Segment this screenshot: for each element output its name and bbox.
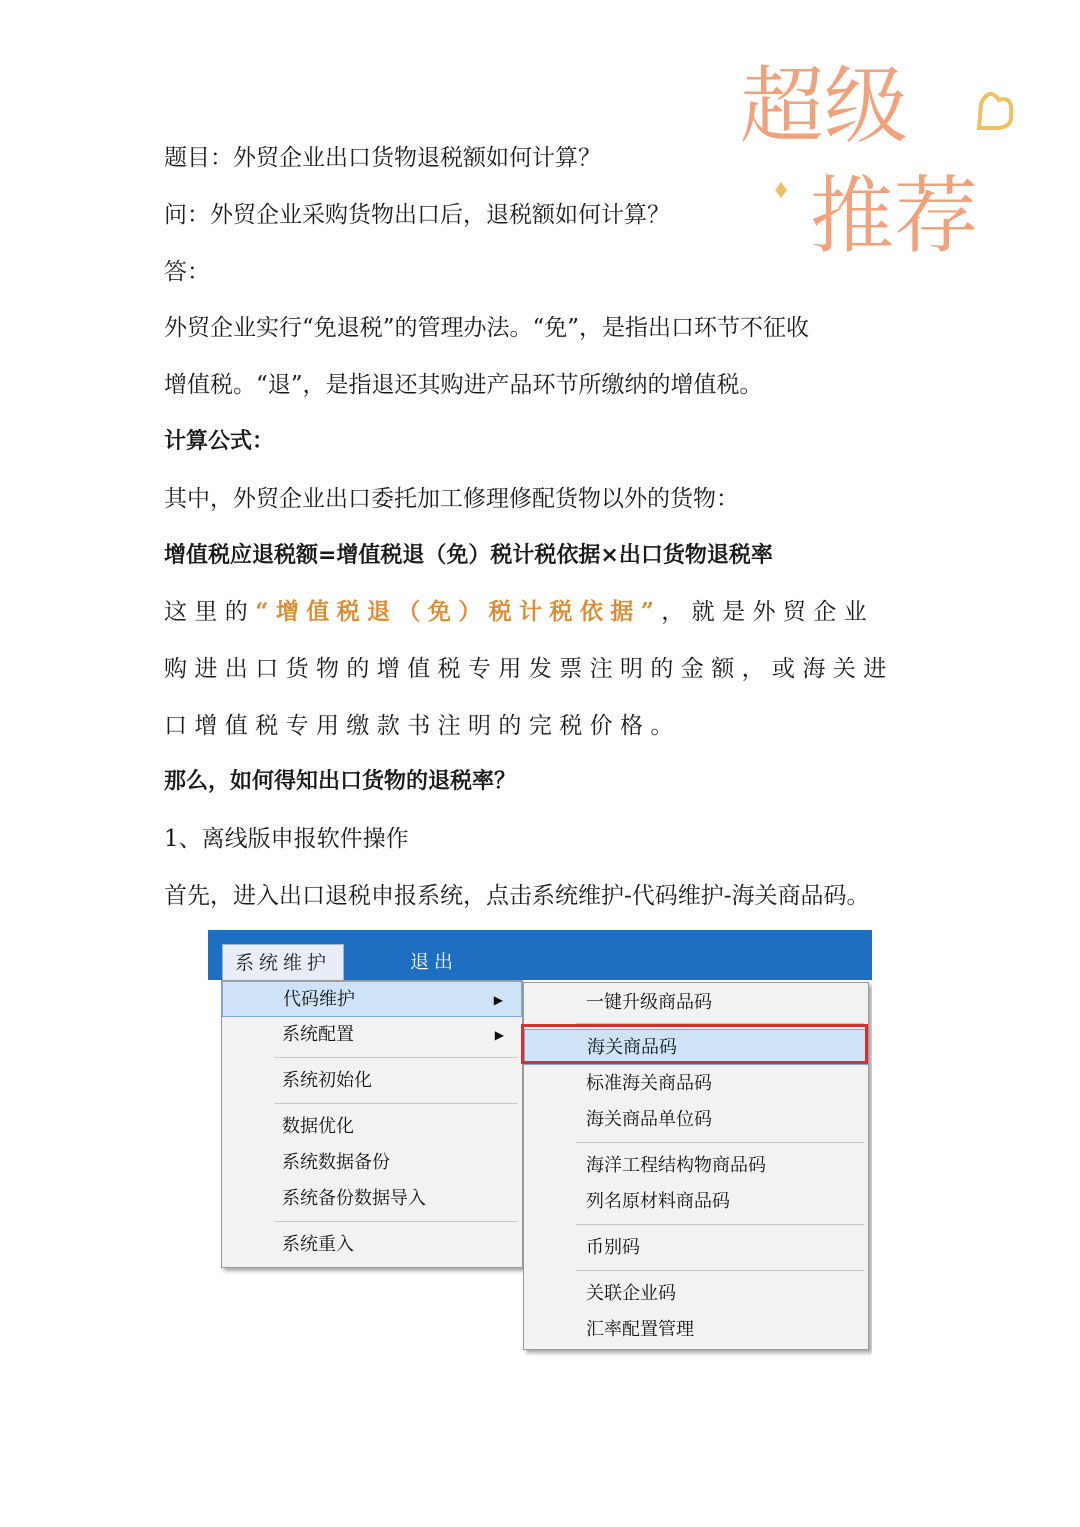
menu-separator [576,1270,864,1271]
menu-item-backup-import[interactable]: 系统备份数据导入 [282,1188,426,1209]
menu-item-data-optimize[interactable]: 数据优化 [282,1116,354,1137]
menu-exit[interactable]: 退出 [410,951,459,973]
question: 问：外贸企业采购货物出口后，退税额如何计算？ [164,202,670,228]
explanation-line-1 [164,597,874,627]
explanation-prefix: 这里的 [164,599,256,625]
submenu-arrow-icon: ▶ [494,1028,504,1042]
menu-item-label: 系统配置 [282,1024,354,1045]
submenu-arrow-icon: ▶ [493,993,503,1007]
question-title: 题目：外贸企业出口货物退税额如何计算？ [164,145,601,171]
menu-item-system-init[interactable]: 系统初始化 [282,1070,372,1091]
menu-separator [274,1103,518,1104]
menu-item-customs-code[interactable]: 海关商品码 [524,1029,868,1065]
step-1-heading: 1、离线版申报软件操作 [164,826,409,852]
menu-item-exchange-rate-config[interactable]: 汇率配置管理 [586,1319,694,1340]
menu-item-currency-code[interactable]: 币别码 [586,1237,640,1258]
software-screenshot [208,930,872,1370]
menu-separator [274,1057,518,1058]
answer-label: 答： [164,259,210,285]
formula: 增值税应退税额=增值税退（免）税计税依据×出口货物退税率 [164,543,773,568]
system-maintenance-menu [221,980,523,1268]
formula-heading: 计算公式： [164,429,275,454]
question-2: 那么，如何得知出口货物的退税率？ [164,769,517,794]
menu-item-data-backup[interactable]: 系统数据备份 [282,1152,390,1173]
highlight-box [521,1024,868,1064]
scope-text: 其中，外贸企业出口委托加工修理修配货物以外的货物： [164,486,739,512]
menu-item-ocean-structure-code[interactable]: 海洋工程结构物商品码 [586,1155,766,1176]
menu-item-upgrade-codes[interactable]: 一键升级商品码 [586,992,712,1013]
sparkle-icon [775,182,787,198]
menu-separator [576,1224,864,1225]
menu-item-standard-customs-code[interactable]: 标准海关商品码 [586,1073,712,1094]
recommend-sticker [735,40,1035,270]
step-1-description: 首先，进入出口退税申报系统，点击系统维护-代码维护-海关商品码。 [164,883,870,909]
menu-item-code-maintenance[interactable] [222,981,522,1017]
menu-item-related-enterprise-code[interactable]: 关联企业码 [586,1283,676,1304]
heart-hand-icon [979,94,1011,128]
menu-separator [576,1142,864,1143]
menu-system-maintenance[interactable]: 系统维护 [222,944,344,981]
explanation-line-3: 口增值税专用缴款书注明的完税价格。 [164,713,681,739]
sticker-line-2: 推荐 [810,167,979,265]
sticker-line-1: 超级 [740,57,909,155]
paragraph-1-line-2: 增值税。“退”，是指退还其购进产品环节所缴纳的增值税。 [164,372,763,398]
highlighted-term: “增值税退（免）税计税依据” [255,598,662,625]
explanation-line-2: 购进出口货物的增值税专用发票注明的金额，或海关进 [164,656,894,682]
menu-item-system-reenter[interactable]: 系统重入 [282,1234,354,1255]
menu-bar [208,930,872,980]
menu-separator [274,1221,518,1222]
paragraph-1-line-1: 外贸企业实行“免退税”的管理办法。“免”，是指出口环节不征收 [164,315,810,341]
menu-item-customs-unit-code[interactable]: 海关商品单位码 [586,1109,712,1130]
explanation-suffix: ，就是外贸企业 [661,599,875,625]
menu-item-system-config[interactable] [222,1017,522,1053]
menu-item-label: 代码维护 [283,989,355,1010]
menu-item-raw-material-code[interactable]: 列名原材料商品码 [586,1191,730,1212]
